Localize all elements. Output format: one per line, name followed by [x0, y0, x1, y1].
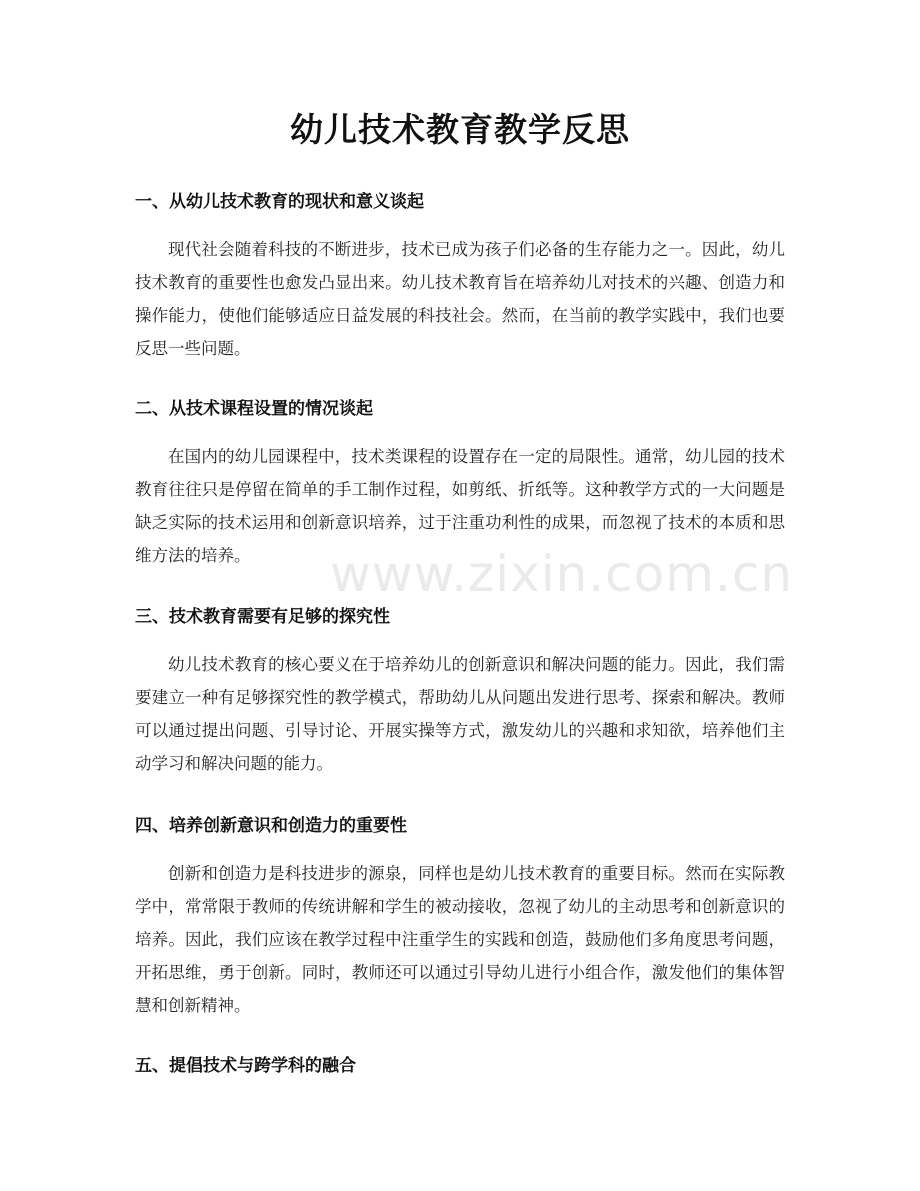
watermark: www.zixin.com.cn — [330, 545, 794, 603]
section-3-heading: 三、技术教育需要有足够的探究性 — [135, 607, 390, 627]
section-3-paragraph: 幼儿技术教育的核心要义在于培养幼儿的创新意识和解决问题的能力。因此，我们需要建立一种有足够探究性的教学模式，帮助幼儿从问题出发进行思考、探索和解决。教师可以通过提出问题、引导讨论、开展实操等方式，激发幼儿的兴趣和求知欲，培养他们主动学习和解决问题的能力。 — [135, 655, 785, 773]
section-2-paragraph: 在国内的幼儿园课程中，技术类课程的设置存在一定的局限性。通常，幼儿园的技术教育往往只是停留在简单的手工制作过程，如剪纸、折纸等。这种教学方式的一大问题是缺乏实际的技术运用和创新意识培养，过于注重功利性的成果，而忽视了技术的本质和思维方法的培养。 — [135, 447, 785, 565]
section-4-paragraph: 创新和创造力是科技进步的源泉，同样也是幼儿技术教育的重要目标。然而在实际教学中，常常限于教师的传统讲解和学生的被动接收，忽视了幼儿的主动思考和创新意识的培养。因此，我们应该在教学过程中注重学生的实践和创造，鼓励他们多角度思考问题，开拓思维，勇于创新。同时，教师还可以通过引导幼儿进行小组合作，激发他们的集体智慧和创新精神。 — [135, 864, 785, 1015]
section-1-heading: 一、从幼儿技术教育的现状和意义谈起 — [135, 192, 424, 212]
section-5-heading: 五、提倡技术与跨学科的融合 — [135, 1056, 356, 1076]
document-title: 幼儿技术教育教学反思 — [290, 110, 630, 149]
section-4-heading: 四、培养创新意识和创造力的重要性 — [135, 816, 407, 836]
section-2-heading: 二、从技术课程设置的情况谈起 — [135, 399, 373, 419]
section-1-paragraph: 现代社会随着科技的不断进步，技术已成为孩子们必备的生存能力之一。因此，幼儿技术教育的重要性也愈发凸显出来。幼儿技术教育旨在培养幼儿对技术的兴趣、创造力和操作能力，使他们能够适应日益发展的科技社会。然而，在当前的教学实践中，我们也要反思一些问题。 — [135, 240, 785, 358]
